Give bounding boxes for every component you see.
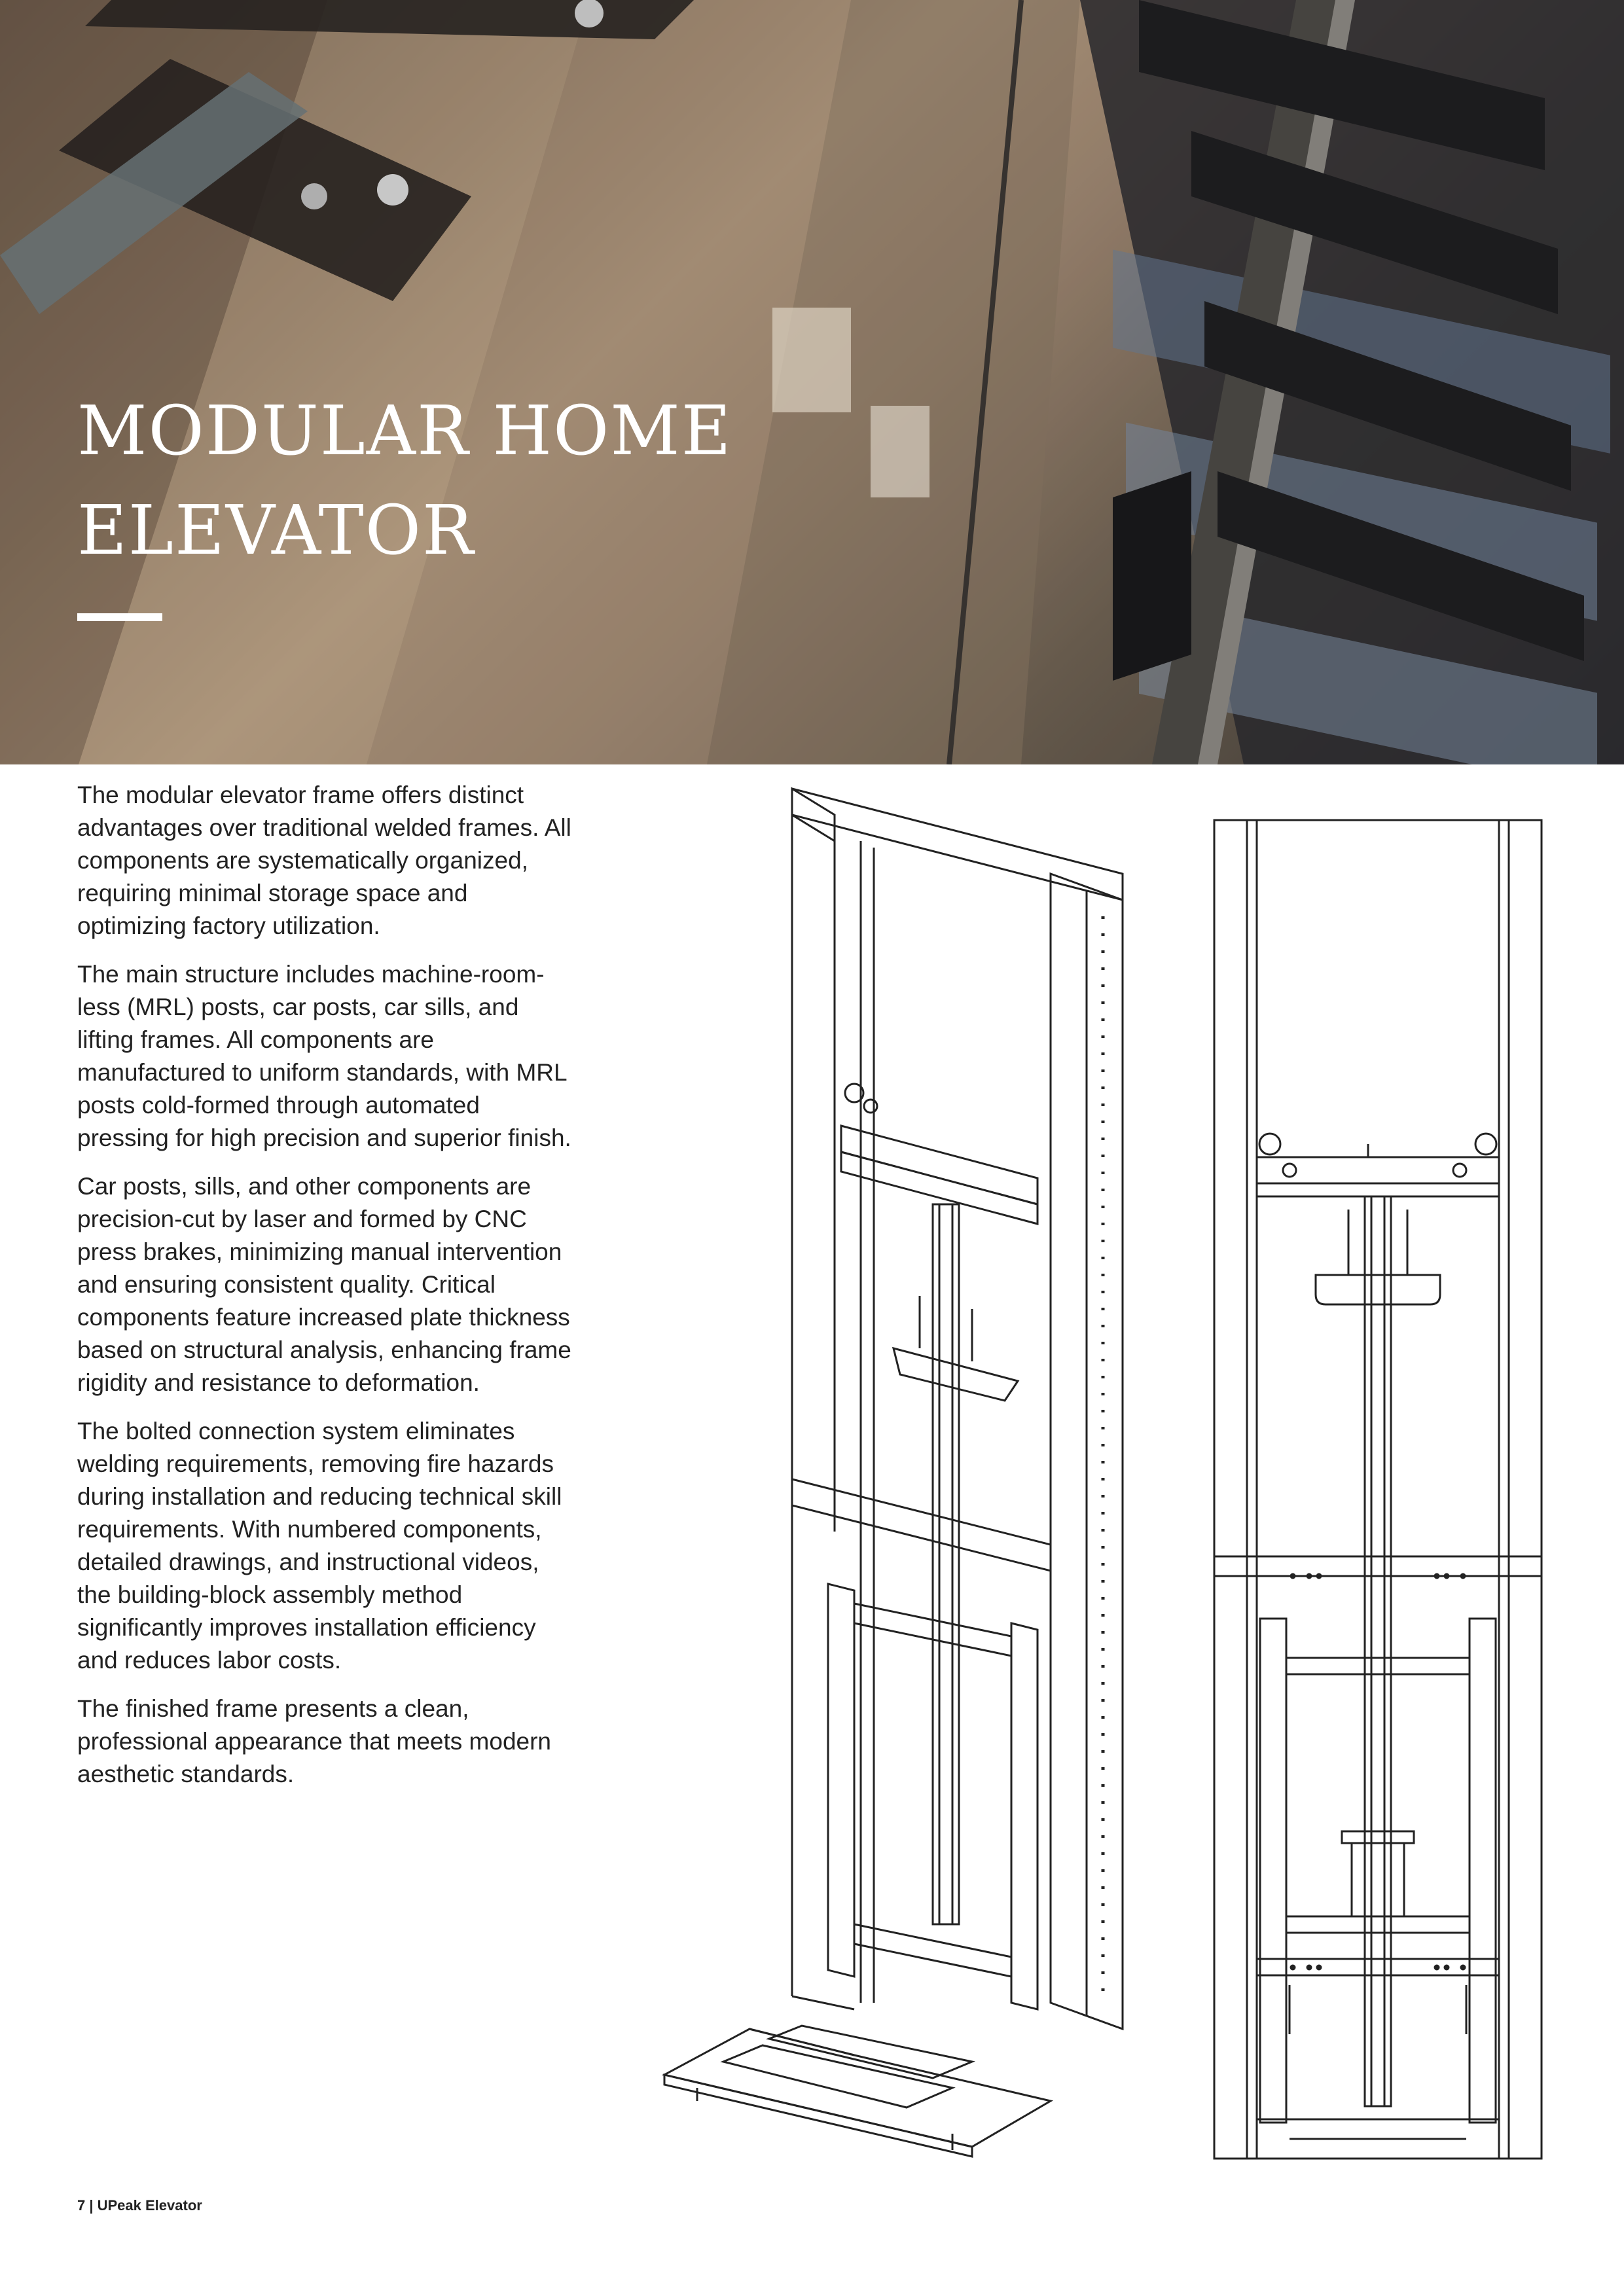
isometric-frame-drawing xyxy=(645,785,1142,2160)
body-text xyxy=(77,779,575,1806)
paragraph-4: The bolted connection system eliminates welding requirements, removing fire hazards during installation and reducing technical skill requirements. With numbered components, detailed drawings, and instructional videos, the building-block assembly method significantly improves installation efficiency and reduces labor costs. xyxy=(77,1418,562,1674)
front-frame-drawing xyxy=(1211,817,1545,2165)
paragraph-5: The finished frame presents a clean, professional appearance that meets modern aesthetic standards. xyxy=(77,1695,551,1787)
paragraph-3: Car posts, sills, and other components are precision-cut by laser and formed by CNC press brakes, minimizing manual intervention and ensuring consistent quality. Critical components feature increased plate thickness based on structural analysis, enhancing frame rigidity and resistance to deformation. xyxy=(77,1173,571,1396)
page-title xyxy=(77,381,863,580)
page-footer: 7 | UPeak Elevator xyxy=(77,2197,202,2214)
paragraph-2: The main structure includes machine-room-less (MRL) posts, car posts, car sills, and lifting frames. All components are manufactured to uniform standards, with MRL posts cold-formed through automated pressing for high precision and superior finish. xyxy=(77,961,571,1151)
title-line-2: ELEVATOR xyxy=(77,490,475,570)
title-line-1: MODULAR HOME xyxy=(77,391,732,471)
paragraph-1: The modular elevator frame offers distinct advantages over traditional welded frames. All components are systematically organized, requiring minimal storage space and optimizing factory utilization. xyxy=(77,781,571,939)
hero-photo xyxy=(0,0,1624,764)
title-underline xyxy=(77,613,162,621)
